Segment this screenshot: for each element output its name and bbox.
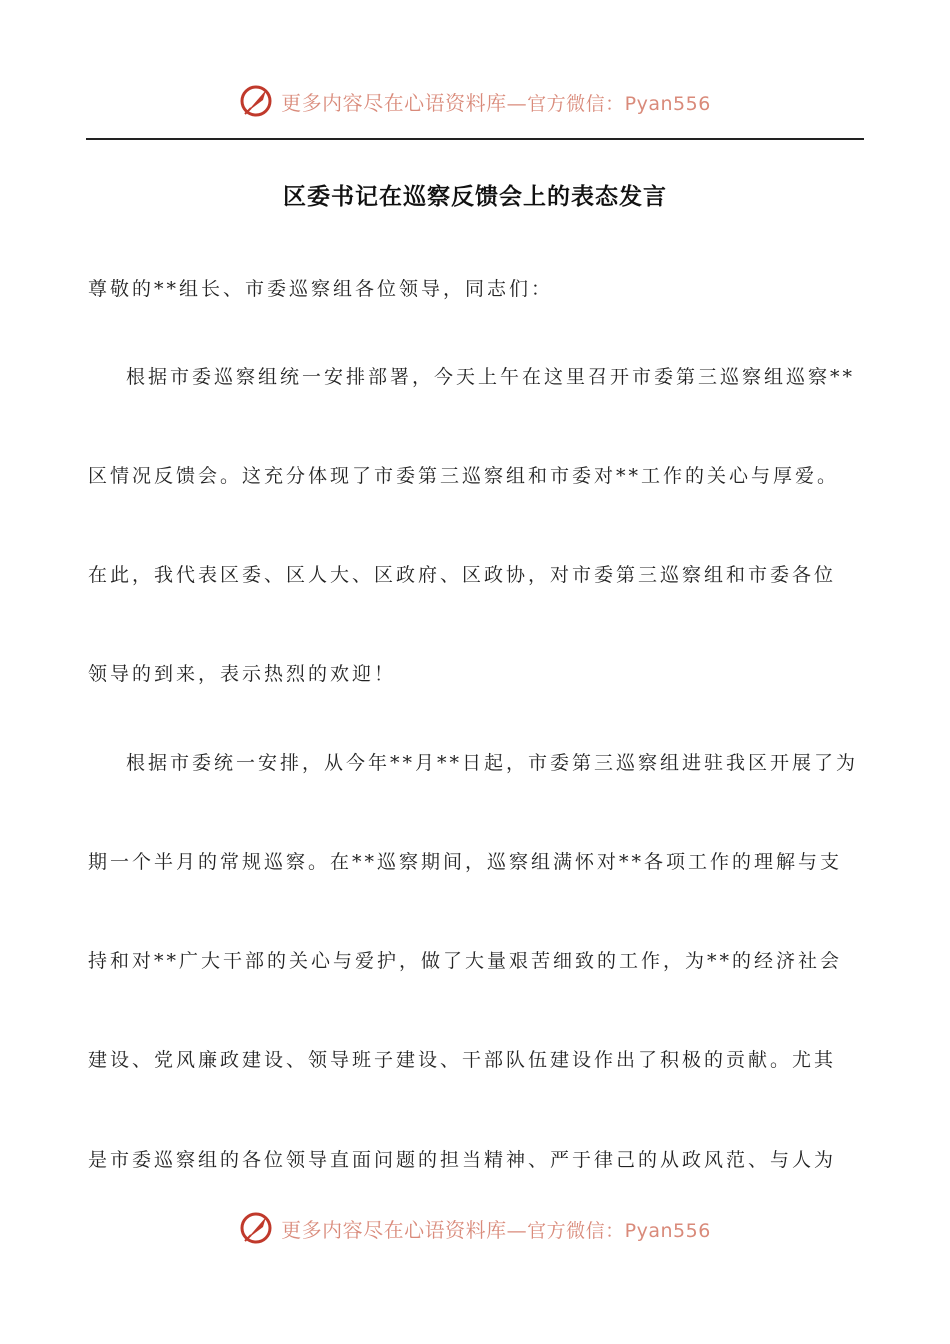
footer-banner <box>0 1211 950 1245</box>
header-banner-text: 更多内容尽在心语资料库—官方微信：Pyan556 <box>281 90 711 115</box>
quill-pen-logo-icon <box>239 1211 273 1245</box>
paragraph-line: 根据市委统一安排，从今年**月**日起，市委第三巡察组进驻我区开展了为 <box>126 752 859 774</box>
paragraph-line: 领导的到来，表示热烈的欢迎！ <box>88 663 397 685</box>
header-divider <box>86 138 864 140</box>
footer-banner-text: 更多内容尽在心语资料库—官方微信：Pyan556 <box>281 1217 711 1242</box>
header-banner <box>0 84 950 118</box>
paragraph-line: 建设、党风廉政建设、领导班子建设、干部队伍建设作出了积极的贡献。尤其 <box>88 1049 837 1071</box>
paragraph-line: 持和对**广大干部的关心与爱护，做了大量艰苦细致的工作，为**的经济社会 <box>88 950 843 972</box>
paragraph-line: 区情况反馈会。这充分体现了市委第三巡察组和市委对**工作的关心与厚爱。 <box>88 465 840 487</box>
paragraph-line: 期一个半月的常规巡察。在**巡察期间，巡察组满怀对**各项工作的理解与支 <box>88 851 843 873</box>
paragraph-line: 在此，我代表区委、区人大、区政府、区政协，对市委第三巡察组和市委各位 <box>88 564 837 586</box>
quill-pen-logo-icon <box>239 84 273 118</box>
document-title: 区委书记在巡察反馈会上的表态发言 <box>283 183 667 210</box>
paragraph-line: 根据市委巡察组统一安排部署，今天上午在这里召开市委第三巡察组巡察** <box>126 366 856 388</box>
salutation-line: 尊敬的**组长、市委巡察组各位领导，同志们： <box>88 278 554 300</box>
paragraph-line: 是市委巡察组的各位领导直面问题的担当精神、严于律己的从政风范、与人为 <box>88 1149 837 1171</box>
